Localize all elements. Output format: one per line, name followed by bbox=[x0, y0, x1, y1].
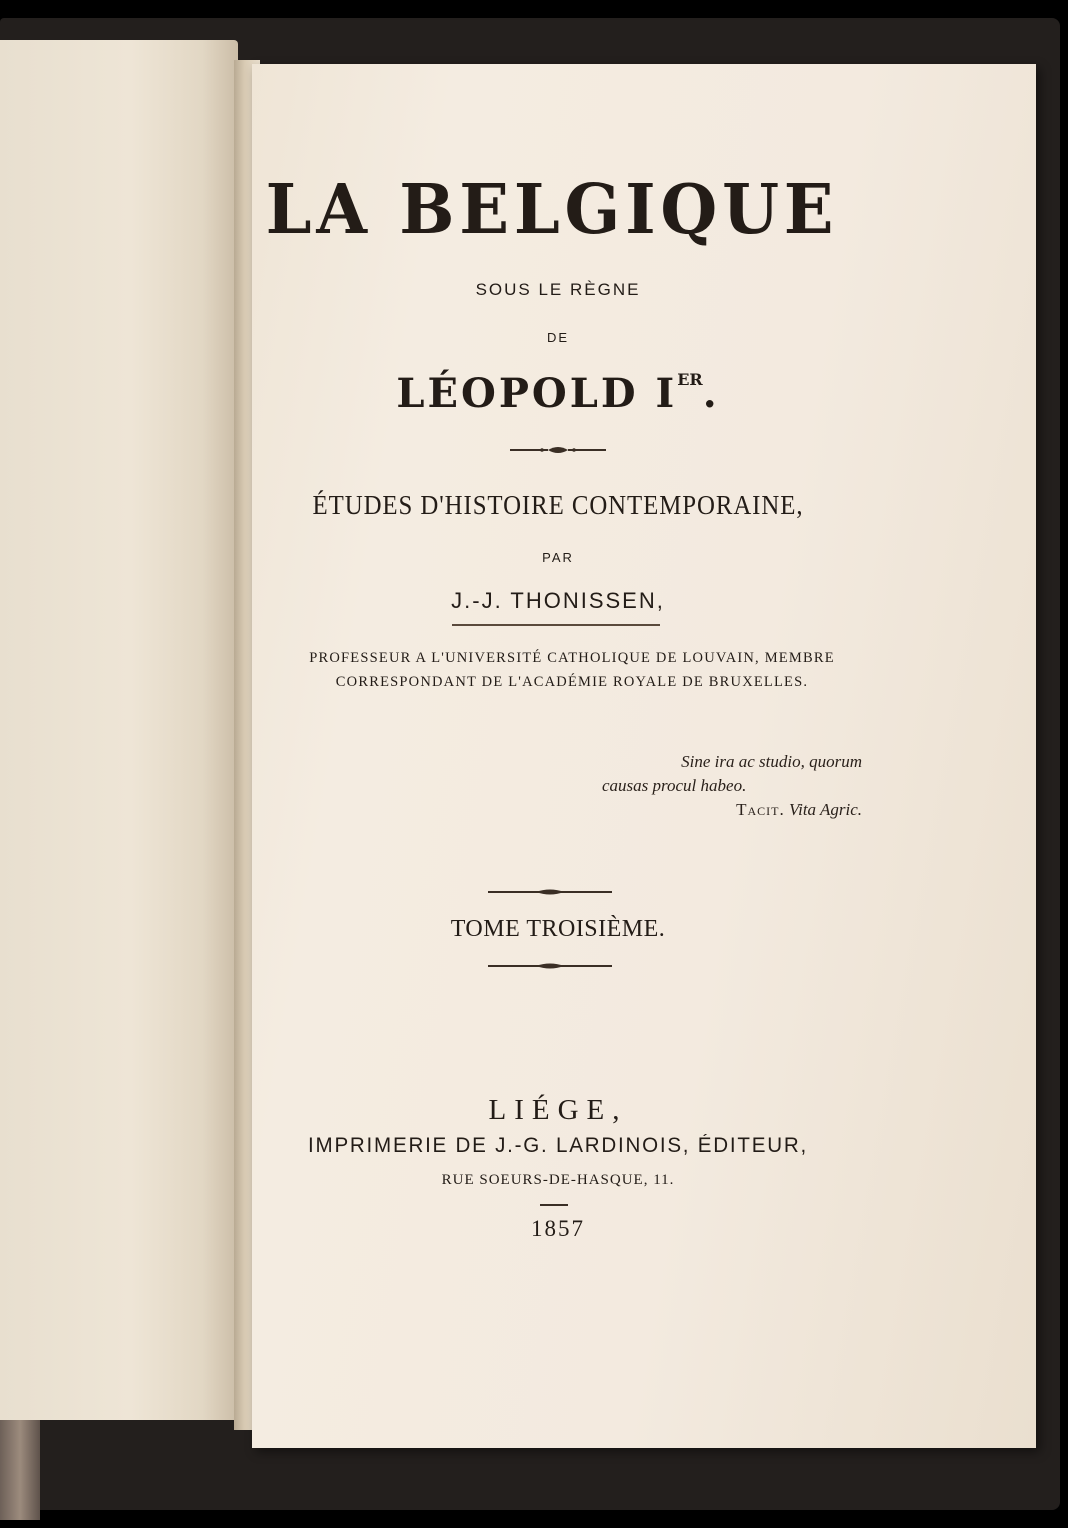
monarch-ordinal-suffix: ER bbox=[677, 370, 703, 389]
publication-year: 1857 bbox=[531, 1216, 585, 1241]
epigraph-line-1: Sine ira ac studio, quorum bbox=[681, 752, 862, 771]
author-name: J.-J. THONISSEN, bbox=[451, 588, 665, 613]
subtitle-line-1: SOUS LE RÈGNE bbox=[475, 280, 641, 299]
epigraph-attribution bbox=[592, 798, 862, 822]
epigraph-author: Tacit. bbox=[736, 800, 785, 819]
monarch-period: . bbox=[702, 370, 720, 417]
monarch-name bbox=[252, 370, 864, 417]
credentials-line-1: PROFESSEUR A L'UNIVERSITÉ CATHOLIQUE DE LOUVAIN, MEMBRE bbox=[309, 650, 835, 666]
author-credentials bbox=[262, 646, 882, 694]
epigraph bbox=[592, 750, 862, 822]
book-title: LA BELGIQUE bbox=[265, 170, 839, 250]
epigraph-work: Vita Agric. bbox=[788, 800, 862, 819]
ornamental-rule-3 bbox=[486, 960, 614, 972]
title-page-content bbox=[252, 64, 1036, 1448]
by-label: PAR bbox=[542, 550, 574, 565]
work-description: ÉTUDES D'HISTOIRE CONTEMPORAINE, bbox=[312, 490, 804, 520]
year-rule bbox=[540, 1204, 568, 1206]
monarch-text: LÉOPOLD I bbox=[396, 370, 678, 417]
imprint-city: LIÉGE, bbox=[488, 1094, 628, 1126]
subtitle-line-2: DE bbox=[546, 330, 570, 345]
ornamental-rule-1 bbox=[508, 444, 608, 456]
left-flyleaf-page bbox=[0, 40, 238, 1420]
imprint-address: RUE SOEURS-DE-HASQUE, 11. bbox=[441, 1172, 675, 1188]
credentials-line-2: CORRESPONDANT DE L'ACADÉMIE ROYALE DE BRUXELLES. bbox=[335, 674, 809, 690]
title-page bbox=[252, 64, 1036, 1448]
volume-label: TOME TROISIÈME. bbox=[450, 916, 666, 942]
ornamental-rule-2 bbox=[486, 886, 614, 898]
epigraph-line-2: causas procul habeo. bbox=[602, 776, 747, 795]
imprint-printer: IMPRIMERIE DE J.-G. LARDINOIS, ÉDITEUR, bbox=[308, 1134, 808, 1157]
author-underline bbox=[452, 624, 660, 626]
